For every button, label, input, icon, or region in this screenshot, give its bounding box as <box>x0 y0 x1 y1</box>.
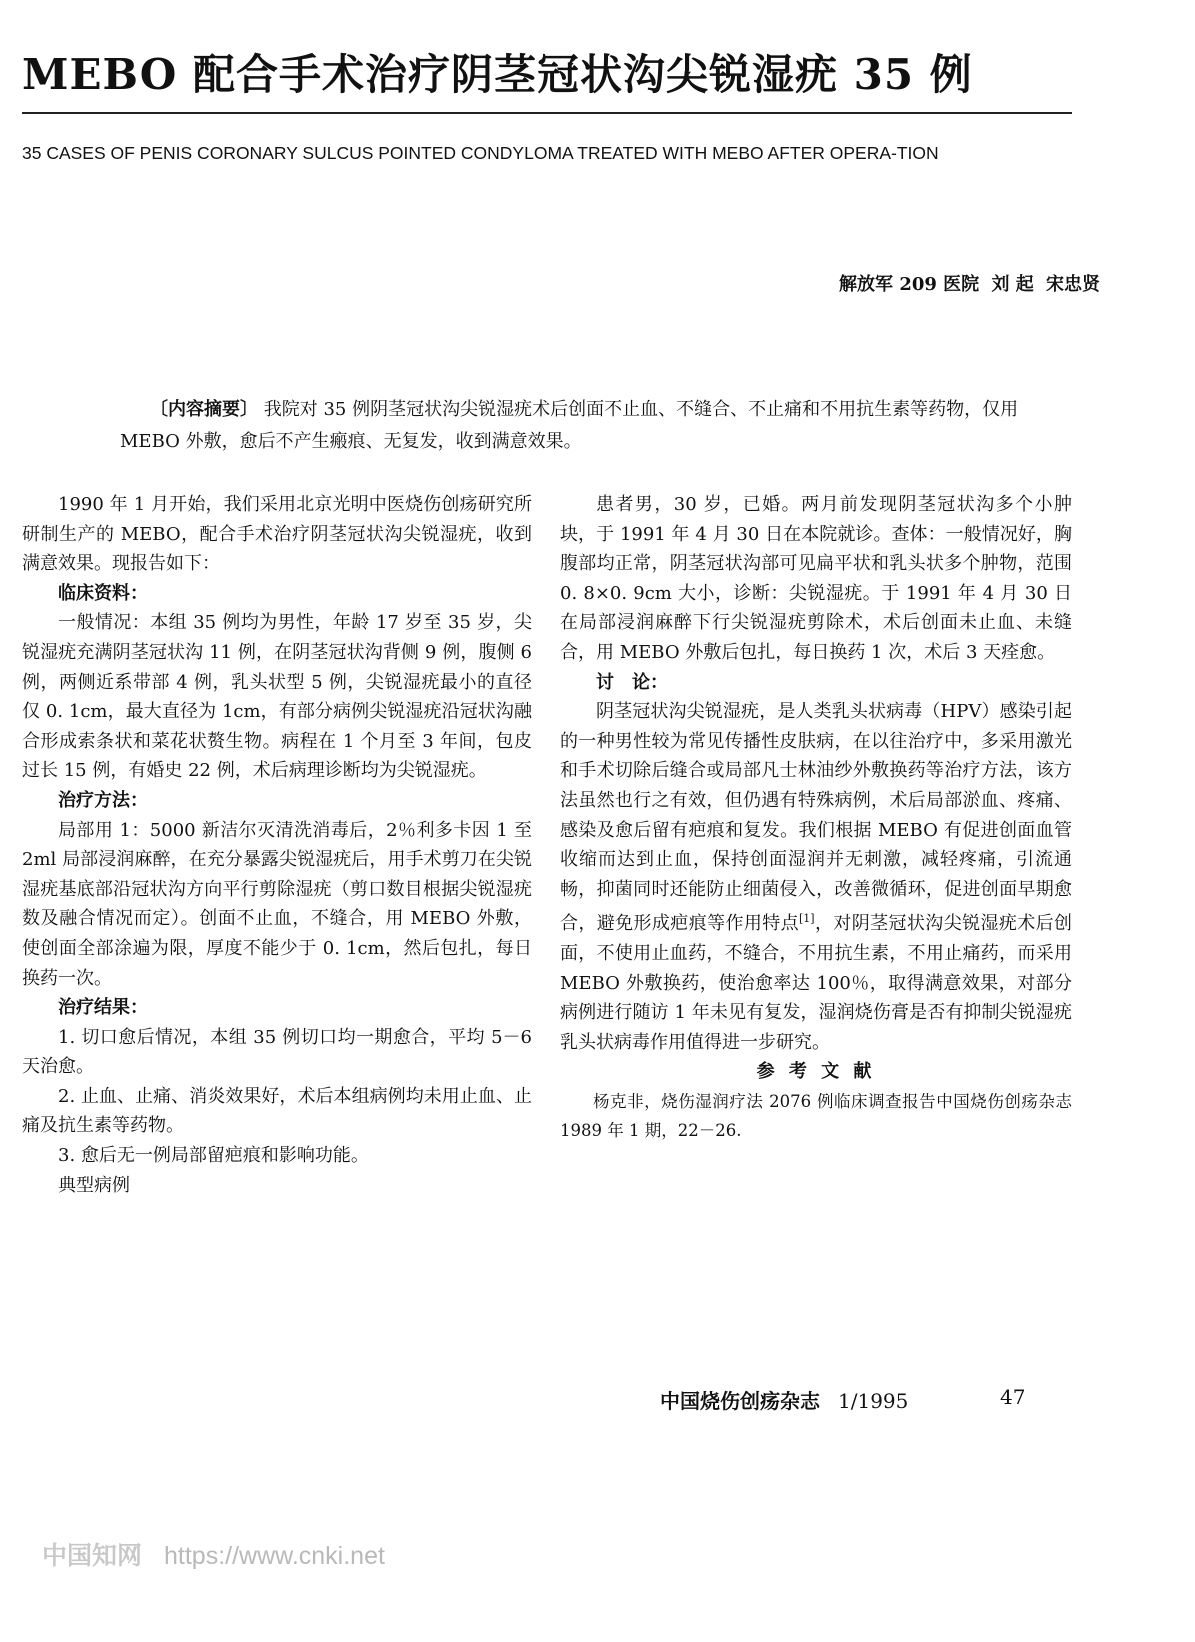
english-title: 35 CASES OF PENIS CORONARY SULCUS POINTED CONDYLOMA TREATED WITH MEBO AFTER OPERA-TION <box>22 143 939 163</box>
left-column <box>22 490 532 1200</box>
abstract-label: 〔内容摘要〕 <box>150 399 258 420</box>
affiliation: 解放军 209 医院 <box>839 274 980 295</box>
intro-paragraph: 1990 年 1 月开始，我们采用北京光明中医烧伤创疡研究所研制生产的 MEBO，配合手术治疗阴茎冠状沟尖锐湿疣，收到满意效果。现报告如下： <box>22 494 532 575</box>
result-item: 1. 切口愈后情况，本组 35 例切口均一期愈合，平均 5－6 天治愈。 <box>22 1026 532 1078</box>
method-paragraph: 局部用 1：5000 新洁尔灭清洗消毒后，2％利多卡因 1 至 2ml 局部浸润麻醉，在充分暴露尖锐湿疣后，用手术剪刀在尖锐湿疣基底部沿冠状沟方向平行剪除湿疣（剪口数目根据尖锐湿疣数及融合情况而定）。创面不止血，不缝合，用 MEBO 外敷，使创面全部涂遍为限，厚度不能少于 0. 1cm，然后包扎，每日换药一次。 <box>22 819 532 989</box>
section-heading-case: 典型病例 <box>58 1174 130 1196</box>
result-item: 2. 止血、止痛、消炎效果好，术后本组病例均未用止血、止痛及抗生素等药物。 <box>22 1085 532 1137</box>
abstract <box>120 394 1040 458</box>
title-divider <box>22 112 1072 114</box>
page-footer <box>660 1385 1080 1414</box>
citation-mark: [1] <box>799 912 815 926</box>
section-heading-discussion: 讨 论： <box>596 671 668 693</box>
clinical-paragraph: 一般情况：本组 35 例均为男性，年龄 17 岁至 35 岁，尖锐湿疣充满阴茎冠状沟 11 例，在阴茎冠状沟背侧 9 例，腹侧 6 例，两侧近系带部 4 例，乳头状型 5 例，尖锐湿疣最小的直径仅 0. 1cm，最大直径为 1cm，有部分病例尖锐湿疣沿冠状沟融合形成索条状和菜花状赘生物。病程在 1 个月至 3 年间，包皮过长 15 例，有婚史 22 例，术后病理诊断均为尖锐湿疣。 <box>22 612 532 782</box>
right-column <box>560 490 1089 1145</box>
page-number: 47 <box>1000 1385 1026 1409</box>
article-title: MEBO 配合手术治疗阴茎冠状沟尖锐湿疣 35 例 <box>22 50 973 99</box>
cnki-logo: 中国知网 <box>42 1542 143 1570</box>
reference-item: 杨克非，烧伤湿润疗法 2076 例临床调查报告中国烧伤创疡杂志 1989 年 1 期，22－26. <box>560 1091 1089 1140</box>
discussion-paragraph <box>560 697 1072 1057</box>
discussion-text-part-2: ，对阴茎冠状沟尖锐湿疣术后创面，不使用止血药，不缝合，不用抗生素，不用止痛药，而采用 MEBO 外敷换药，使治愈率达 100％，取得满意效果，对部分病例进行随访 1 年未见有复发，湿润烧伤膏是否有抑制尖锐湿疣乳头状病毒作用值得进一步研究。 <box>560 913 1073 1053</box>
abstract-text: 我院对 35 例阴茎冠状沟尖锐湿疣术后创面不止血、不缝合、不止痛和不用抗生素等药物，仅用 MEBO 外敷，愈后不产生瘢痕、无复发，收到满意效果。 <box>120 399 1019 452</box>
discussion-text-part-1: 阴茎冠状沟尖锐湿疣，是人类乳头状病毒（HPV）感染引起的一种男性较为常见传播性皮肤病，在以往治疗中，多采用激光和手术切除后缝合或局部凡士林油纱外敷换药等治疗方法，该方法虽然也行之有效，但仍遇有特殊病例，术后局部淤血、疼痛、感染及愈后留有疤痕和复发。我们根据 MEBO 有促进创面血管收缩而达到止血，保持创面湿润并无刺激，减轻疼痛，引流通畅，抑菌同时还能防止细菌侵入，改善微循环，促进创面早期愈合，避免形成疤痕等作用特点 <box>560 701 1072 935</box>
cnki-watermark <box>42 1536 385 1572</box>
author-2: 宋忠贤 <box>1046 274 1100 295</box>
case-paragraph: 患者男，30 岁，已婚。两月前发现阴茎冠状沟多个小肿块，于 1991 年 4 月 30 日在本院就诊。查体：一般情况好，胸腹部均正常，阴茎冠状沟部可见扁平状和乳头状多个肿物，范围 0. 8×0. 9cm 大小，诊断：尖锐湿疣。于 1991 年 4 月 30 日在局部浸润麻醉下行尖锐湿疣剪除术，术后创面未止血、未缝合，用 MEBO 外敷后包扎，每日换药 1 次，术后 3 天痊愈。 <box>560 494 1072 663</box>
section-heading-method: 治疗方法： <box>58 789 148 811</box>
references-heading: 参 考 文 献 <box>756 1061 876 1083</box>
result-item: 3. 愈后无一例局部留疤痕和影响功能。 <box>58 1145 369 1167</box>
author-1: 刘 起 <box>991 274 1034 295</box>
cnki-url: https://www.cnki.net <box>164 1542 385 1570</box>
journal-name: 中国烧伤创疡杂志 <box>660 1389 820 1413</box>
author-affiliation <box>700 270 1100 296</box>
section-heading-clinical: 临床资料： <box>58 582 148 604</box>
section-heading-results: 治疗结果： <box>58 997 148 1019</box>
journal-issue: 1/1995 <box>838 1389 909 1413</box>
